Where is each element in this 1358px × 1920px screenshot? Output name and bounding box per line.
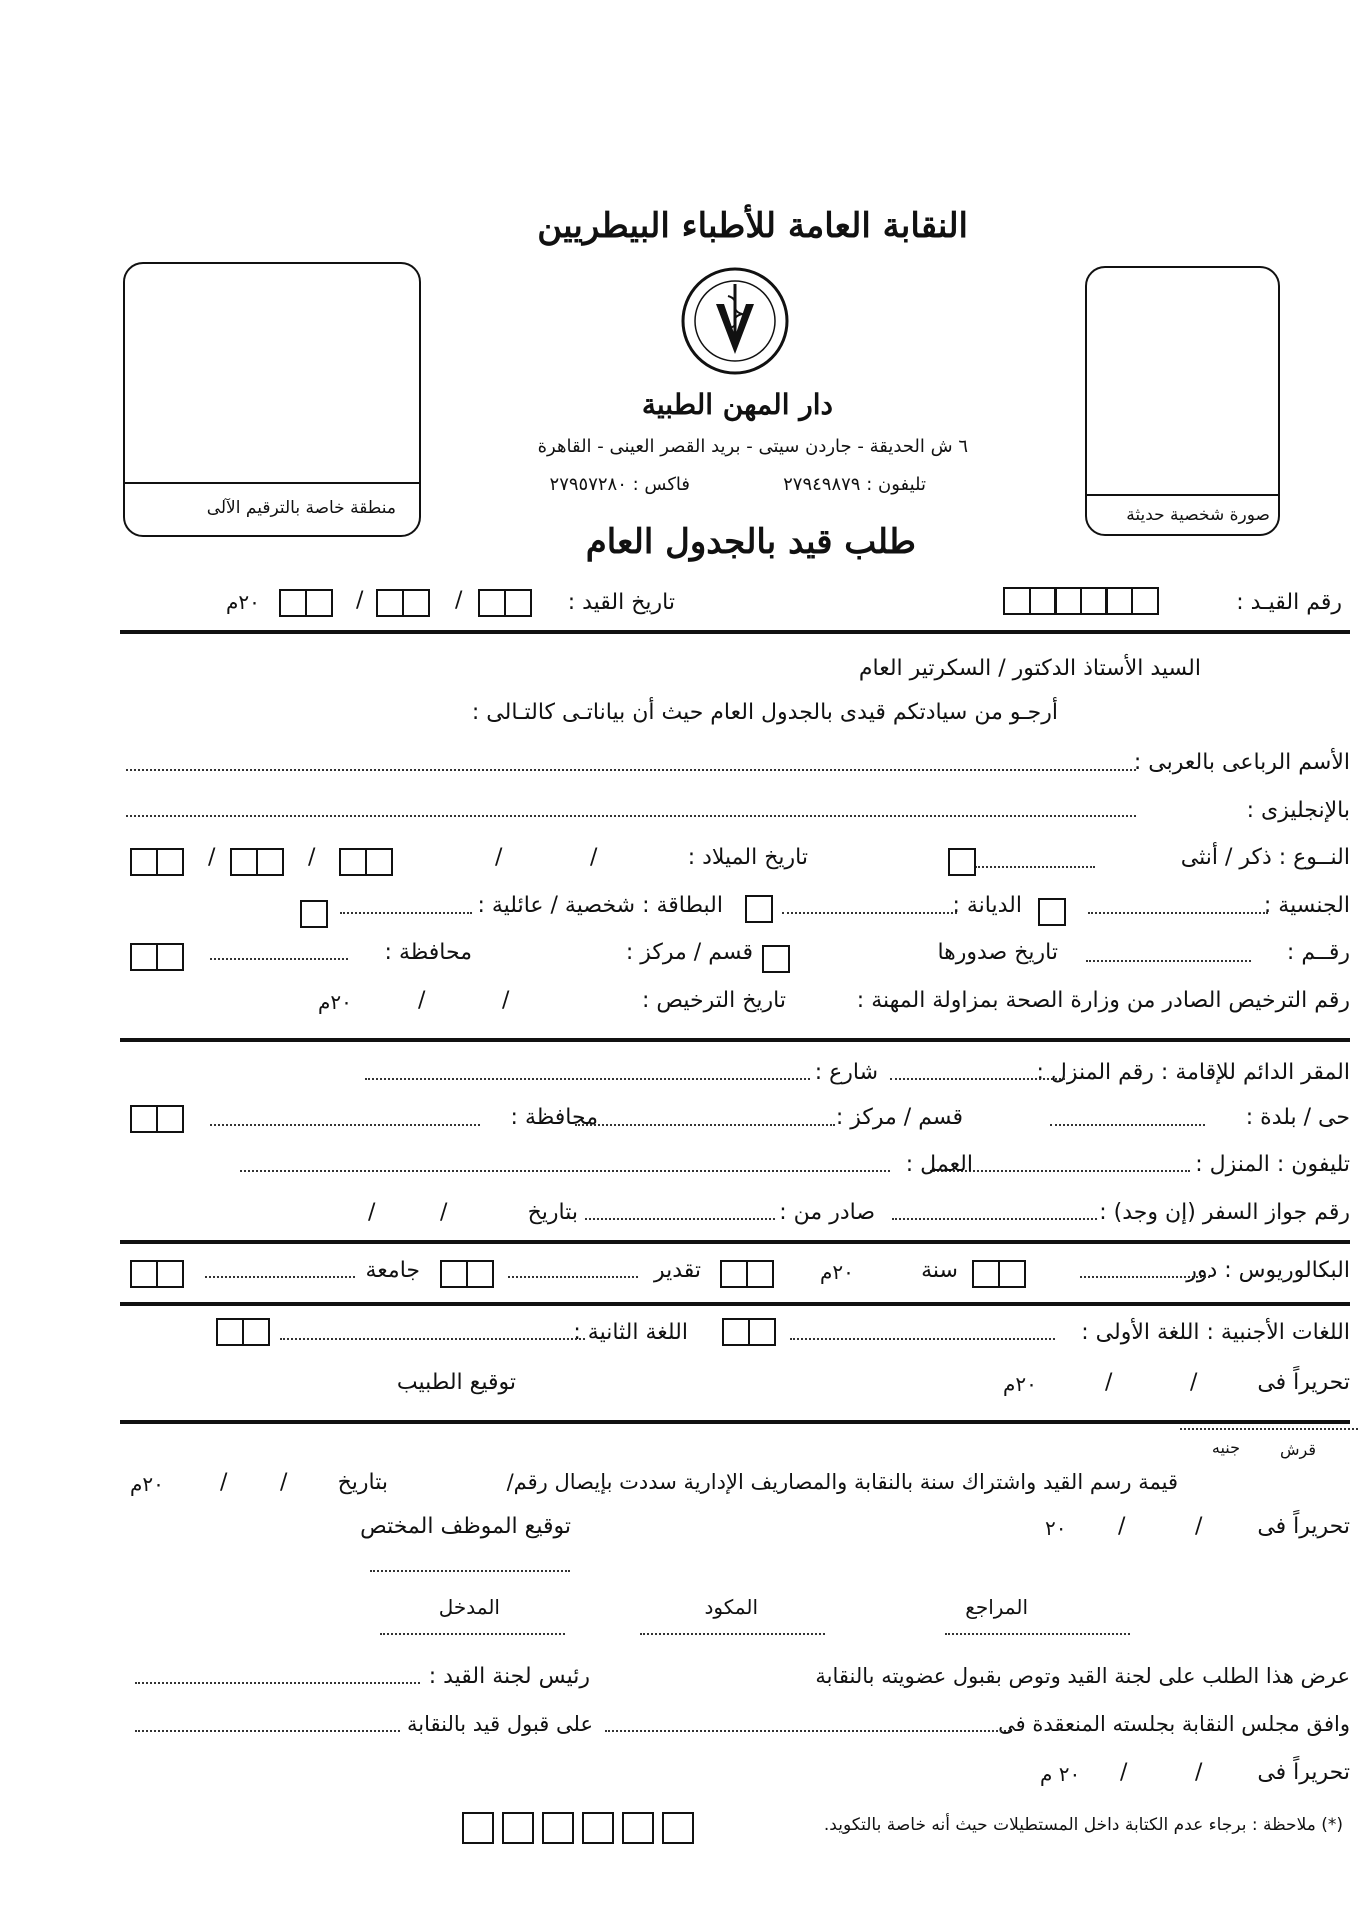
house-number-field[interactable] <box>890 1078 1065 1080</box>
university-boxes <box>440 1260 494 1288</box>
religion-label: الديانة : <box>952 893 1022 918</box>
presented-text: عرض هذا الطلب على لجنة القيد وتوص بقبول عضويته بالنقابة <box>815 1664 1350 1688</box>
number-label: رقــم : <box>1286 940 1350 965</box>
birth-month-boxes <box>230 848 284 876</box>
work-field[interactable] <box>240 1170 890 1172</box>
year-label: سنة <box>921 1258 958 1283</box>
reg-date-label: تاريخ القيد : <box>567 590 675 615</box>
birth-day-boxes <box>130 848 184 876</box>
divider <box>120 630 1350 634</box>
religion-checkbox[interactable] <box>745 895 773 923</box>
photo-box <box>1085 266 1280 536</box>
reg-date-day <box>478 589 532 617</box>
committee-head-label: رئيس لجنة القيد : <box>428 1664 590 1689</box>
reg-year-suffix: ٢٠م <box>226 590 260 614</box>
license-label: رقم الترخيص الصادر من وزارة الصحة بمزاولة المهنة : <box>856 988 1350 1013</box>
slash: / <box>590 845 598 870</box>
reviewer-label: المراجع <box>965 1595 1028 1619</box>
fees-amount-field[interactable] <box>1180 1428 1358 1430</box>
name-en-field[interactable] <box>126 815 1136 817</box>
issue-date-label: تاريخ صدورها <box>937 940 1058 965</box>
slash: / <box>502 988 510 1013</box>
gender-checkbox[interactable] <box>948 848 976 876</box>
reviewer-field[interactable] <box>945 1633 1130 1635</box>
accept-field[interactable] <box>135 1730 400 1732</box>
divider <box>120 1302 1350 1306</box>
first-language-boxes <box>722 1318 776 1346</box>
governorate-boxes <box>130 943 184 971</box>
coder-label: المكود <box>704 1595 758 1619</box>
fees-date-label: بتاريخ <box>337 1470 388 1495</box>
gender-field[interactable] <box>975 866 1095 868</box>
issued-from-label: صادر من : <box>779 1200 875 1225</box>
grade-field[interactable] <box>508 1276 638 1278</box>
fees-written-on-label: تحريراً فى <box>1257 1514 1350 1539</box>
university-label: جامعة <box>365 1258 420 1283</box>
passport-label: رقم جواز السفر (إن وجد) : <box>1099 1200 1350 1225</box>
nationality-field[interactable] <box>1088 912 1268 914</box>
fees-year: ٢٠م <box>130 1472 164 1496</box>
id-card-label: البطاقة : شخصية / عائلية : <box>477 893 723 918</box>
divider <box>120 1038 1350 1042</box>
birth-date-label: تاريخ الميلاد : <box>687 845 808 870</box>
slash: / <box>368 1200 376 1225</box>
slash: / <box>1120 1760 1128 1785</box>
passport-field[interactable] <box>892 1218 1097 1220</box>
coder-field[interactable] <box>640 1633 825 1635</box>
slash: / <box>308 845 316 870</box>
employee-signature-field[interactable] <box>370 1570 570 1572</box>
res-governorate-boxes <box>130 1105 184 1133</box>
accept-text: على قبول قيد بالنقابة <box>407 1712 593 1736</box>
name-ar-field[interactable] <box>126 769 1136 771</box>
name-en-label: بالإنجليزى : <box>1246 798 1350 823</box>
res-governorate-field[interactable] <box>210 1124 480 1126</box>
slash: / <box>418 988 426 1013</box>
form-title: طلب قيد بالجدول العام <box>585 522 916 562</box>
second-language-label: اللغة الثانية : <box>573 1320 688 1345</box>
res-district-label: قسم / مركز : <box>835 1105 963 1130</box>
pounds-label: جنيه <box>1211 1438 1240 1457</box>
name-ar-label: الأسم الرباعى بالعربى : <box>1133 750 1350 775</box>
area-label: حى / بلدة : <box>1245 1105 1350 1130</box>
street-label: شارع : <box>814 1060 878 1085</box>
res-district-field[interactable] <box>575 1124 835 1126</box>
first-language-label: اللغات الأجنبية : اللغة الأولى : <box>1081 1320 1350 1345</box>
syndicate-name: النقابة العامة للأطباء البيطريين <box>537 206 968 246</box>
slash: / <box>1195 1760 1203 1785</box>
phone: تليفون : ٢٧٩٤٩٨٧٩ <box>783 474 926 495</box>
gender-label: النــوع : ذكر / أنثى <box>1180 845 1350 870</box>
fees-written-year: ٢٠ <box>1045 1516 1067 1540</box>
slash: / <box>440 1200 448 1225</box>
note-text: (*) ملاحظة : برجاء عدم الكتابة داخل المستطيلات حيث أنه خاصة بالتكويد. <box>823 1815 1343 1835</box>
license-date-label: تاريخ الترخيص : <box>642 988 786 1013</box>
slash: / <box>1118 1514 1126 1539</box>
second-language-boxes <box>216 1318 270 1346</box>
birth-year-boxes <box>339 848 393 876</box>
council-approval-text: وافق مجلس النقابة بجلسته المنعقدة فى <box>998 1712 1350 1736</box>
signoff-year: ٢٠م <box>1003 1372 1037 1396</box>
reg-number-label: رقم القيـد : <box>1236 590 1342 615</box>
bachelor-label: البكالوريوس : دور <box>1186 1258 1350 1283</box>
issued-from-field[interactable] <box>585 1218 775 1220</box>
employee-signature-label: توقيع الموظف المختص <box>360 1514 571 1539</box>
slash: / <box>208 845 216 870</box>
governorate-field[interactable] <box>210 958 348 960</box>
request-text: أرجـو من سيادتكم قيدى بالجدول العام حيث أن بياناتـى كالتـالى : <box>471 700 1058 725</box>
written-on-label: تحريراً فى <box>1257 1370 1350 1395</box>
grade-label: تقدير <box>653 1258 701 1283</box>
governorate-label: محافظة : <box>384 940 472 965</box>
year-boxes <box>972 1260 1026 1288</box>
work-label: العمل : <box>905 1152 973 1177</box>
reg-date-month <box>376 589 430 617</box>
slash: / <box>495 845 503 870</box>
committee-year: ٢٠ م <box>1040 1762 1081 1786</box>
slash: / <box>455 588 463 613</box>
nationality-label: الجنسية : <box>1263 893 1350 918</box>
fax: فاكس : ٢٧٩٥٧٢٨٠ <box>549 474 690 495</box>
committee-written-on: تحريراً فى <box>1257 1760 1350 1785</box>
residence-address-label: المقر الدائم للإقامة : رقم المنزل : <box>1036 1060 1350 1085</box>
slash: / <box>356 588 364 613</box>
university-field[interactable] <box>205 1276 355 1278</box>
auto-number-box <box>123 262 421 537</box>
number-field[interactable] <box>1086 960 1251 962</box>
council-session-field[interactable] <box>605 1730 1010 1732</box>
issue-date-checkbox[interactable] <box>762 945 790 973</box>
piasters-label: قرش <box>1279 1440 1316 1459</box>
reg-date-year <box>279 589 333 617</box>
fees-text: قيمة رسم القيد واشتراك سنة بالنقابة والمصاريف الإدارية سددت بإيصال رقم/ <box>506 1470 1178 1494</box>
bachelor-round-field[interactable] <box>1080 1276 1210 1278</box>
street-field[interactable] <box>365 1078 810 1080</box>
first-language-field[interactable] <box>790 1338 1055 1340</box>
divider <box>120 1240 1350 1244</box>
address: ٦ ش الحديقة - جاردن سيتى - بريد القصر العينى - القاهرة <box>537 436 968 457</box>
auto-number-label: منطقة خاصة بالترقيم الآلى <box>206 498 396 518</box>
id-card-field[interactable] <box>340 912 472 914</box>
building-name: دار المهن الطبية <box>641 388 833 421</box>
edu-year-suffix: ٢٠م <box>820 1260 854 1284</box>
license-year-suffix: ٢٠م <box>318 990 352 1014</box>
syndicate-logo <box>680 266 790 376</box>
photo-label: صورة شخصية حديثة <box>1126 505 1270 525</box>
salutation: السيد الأستاذ الدكتور / السكرتير العام <box>858 656 1201 681</box>
university-code-boxes <box>130 1260 184 1288</box>
area-field[interactable] <box>1050 1124 1205 1126</box>
slash: / <box>1190 1370 1198 1395</box>
slash: / <box>1105 1370 1113 1395</box>
data-entry-field[interactable] <box>380 1633 565 1635</box>
slash: / <box>280 1470 288 1495</box>
divider <box>120 1420 1350 1424</box>
res-governorate-label: محافظة : <box>510 1105 598 1130</box>
second-language-field[interactable] <box>280 1338 585 1340</box>
passport-date-label: بتاريخ <box>527 1200 578 1225</box>
nationality-checkbox[interactable] <box>1038 898 1066 926</box>
grade-boxes <box>720 1260 774 1288</box>
doctor-signature-label: توقيع الطبيب <box>396 1370 516 1395</box>
home-phone-label: تليفون : المنزل : <box>1195 1152 1350 1177</box>
data-entry-label: المدخل <box>438 1595 500 1619</box>
religion-field[interactable] <box>782 912 957 914</box>
slash: / <box>1195 1514 1203 1539</box>
slash: / <box>220 1470 228 1495</box>
committee-head-field[interactable] <box>135 1682 420 1684</box>
id-card-checkbox[interactable] <box>300 900 328 928</box>
district-label: قسم / مركز : <box>625 940 753 965</box>
reg-number-boxes <box>1003 587 1159 615</box>
coding-boxes <box>462 1812 694 1844</box>
